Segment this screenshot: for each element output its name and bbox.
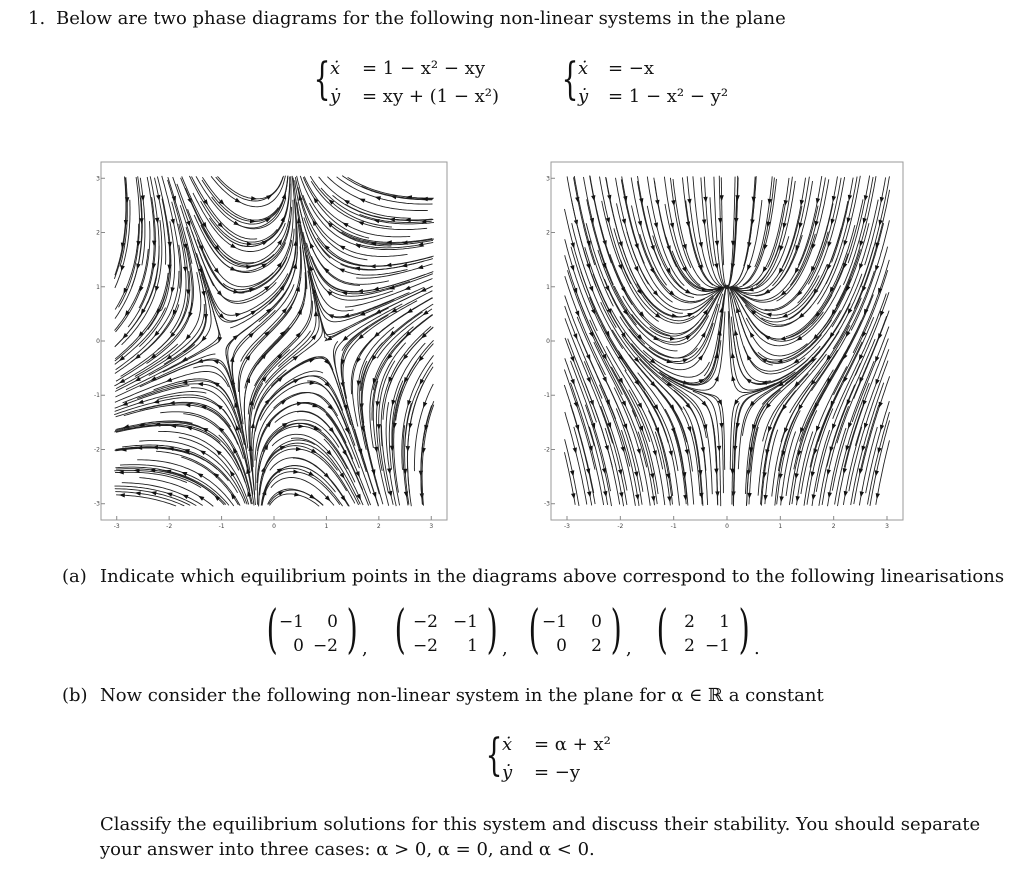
part-a-label: (a) xyxy=(62,566,87,587)
x-tick-label: 2 xyxy=(376,523,381,530)
left-brace: { xyxy=(561,54,579,105)
matrix-3 xyxy=(524,600,624,664)
x-tick-label: 3 xyxy=(429,523,434,530)
matrix-end-period: . xyxy=(754,638,760,659)
left-brace: { xyxy=(485,730,503,781)
system-3-ydot: ẏ xyxy=(502,762,513,783)
system-2-xdot: ẋ xyxy=(578,58,589,79)
matrix-entry: 0 xyxy=(556,636,567,656)
system-2-x-rhs: = −x xyxy=(608,58,655,79)
matrix-entry: 0 xyxy=(327,612,338,632)
system-3-x-rhs: = α + x² xyxy=(534,734,611,755)
x-tick-label: -2 xyxy=(617,523,624,530)
y-tick-label: 2 xyxy=(546,229,550,237)
y-tick-label: 3 xyxy=(546,175,550,183)
right-paren: ) xyxy=(610,600,622,660)
system-3 xyxy=(484,728,684,788)
x-tick-label: 0 xyxy=(725,523,729,530)
matrix-entry: 2 xyxy=(684,612,695,632)
part-b-instructions-line-1: Classify the equilibrium solutions for this system and discuss their stability. You should separate xyxy=(100,814,981,835)
matrix-separator: , xyxy=(362,638,368,659)
phase-diagram-2 xyxy=(545,158,907,530)
x-tick-label: -1 xyxy=(670,523,677,530)
x-tick-label: -3 xyxy=(113,523,120,530)
matrix-4 xyxy=(652,600,752,664)
system-1-y-rhs: = xy + (1 − x²) xyxy=(362,86,500,107)
y-tick-label: 1 xyxy=(546,283,550,291)
x-tick-label: -1 xyxy=(218,523,225,530)
system-3-xdot: ẋ xyxy=(502,734,513,755)
y-tick-label: -3 xyxy=(544,500,550,508)
x-tick-label: 3 xyxy=(885,523,889,530)
question-number: 1. xyxy=(28,8,46,29)
part-b-instructions-line-2: your answer into three cases: α > 0, α = 0, and α < 0. xyxy=(100,839,595,860)
matrix-entry: −1 xyxy=(704,636,730,656)
matrix-entry: −2 xyxy=(312,636,338,656)
system-1 xyxy=(312,52,512,112)
question-intro: Below are two phase diagrams for the following non-linear systems in the plane xyxy=(56,8,786,29)
system-1-ydot: ẏ xyxy=(330,86,341,107)
right-paren: ) xyxy=(738,600,750,660)
matrix-entry: −2 xyxy=(412,636,438,656)
matrix-1 xyxy=(262,600,360,664)
y-tick-label: -2 xyxy=(94,446,100,454)
part-b-label: (b) xyxy=(62,685,88,706)
y-tick-label: 0 xyxy=(546,338,550,345)
y-tick-label: -1 xyxy=(94,392,100,400)
x-tick-label: 0 xyxy=(272,523,276,530)
right-paren: ) xyxy=(486,600,498,660)
x-tick-label: 1 xyxy=(324,523,329,530)
y-tick-label: -1 xyxy=(544,392,550,400)
left-paren: ( xyxy=(656,600,668,660)
matrix-entry: 2 xyxy=(591,636,602,656)
system-1-xdot: ẋ xyxy=(330,58,341,79)
x-tick-label: -2 xyxy=(166,523,173,530)
matrix-separator: , xyxy=(502,638,508,659)
y-tick-label: -3 xyxy=(94,500,100,508)
y-tick-label: 3 xyxy=(96,175,100,183)
part-b-text: Now consider the following non-linear system in the plane for α ∈ ℝ a constant xyxy=(100,685,824,706)
x-tick-label: -3 xyxy=(564,523,570,530)
matrix-entry: −2 xyxy=(412,612,438,632)
matrix-entry: −1 xyxy=(278,612,304,632)
y-tick-label: -2 xyxy=(544,446,550,454)
matrix-entry: 2 xyxy=(684,636,695,656)
matrix-separator: , xyxy=(626,638,632,659)
left-paren: ( xyxy=(266,600,278,660)
matrix-2 xyxy=(390,600,500,664)
part-a-text: Indicate which equilibrium points in the diagrams above correspond to the following linearisations xyxy=(100,566,1005,587)
right-paren: ) xyxy=(346,600,358,660)
matrix-entry: −1 xyxy=(452,612,478,632)
matrix-entry: 0 xyxy=(293,636,304,656)
matrix-entry: −1 xyxy=(541,612,567,632)
y-tick-label: 0 xyxy=(96,338,100,345)
left-paren: ( xyxy=(394,600,406,660)
y-tick-label: 1 xyxy=(96,283,100,291)
system-2 xyxy=(560,52,760,112)
system-3-y-rhs: = −y xyxy=(534,762,581,783)
matrix-entry: 1 xyxy=(719,612,730,632)
x-tick-label: 2 xyxy=(831,523,836,530)
system-1-x-rhs: = 1 − x² − xy xyxy=(362,58,485,79)
linearisation-matrices xyxy=(262,600,802,664)
left-brace: { xyxy=(313,54,331,105)
left-paren: ( xyxy=(528,600,540,660)
matrix-entry: 1 xyxy=(467,636,478,656)
matrix-entry: 0 xyxy=(591,612,602,632)
phase-diagram-1 xyxy=(95,158,451,530)
system-2-y-rhs: = 1 − x² − y² xyxy=(608,86,729,107)
system-2-ydot: ẏ xyxy=(578,86,589,107)
y-tick-label: 2 xyxy=(96,229,100,237)
x-tick-label: 1 xyxy=(778,523,783,530)
